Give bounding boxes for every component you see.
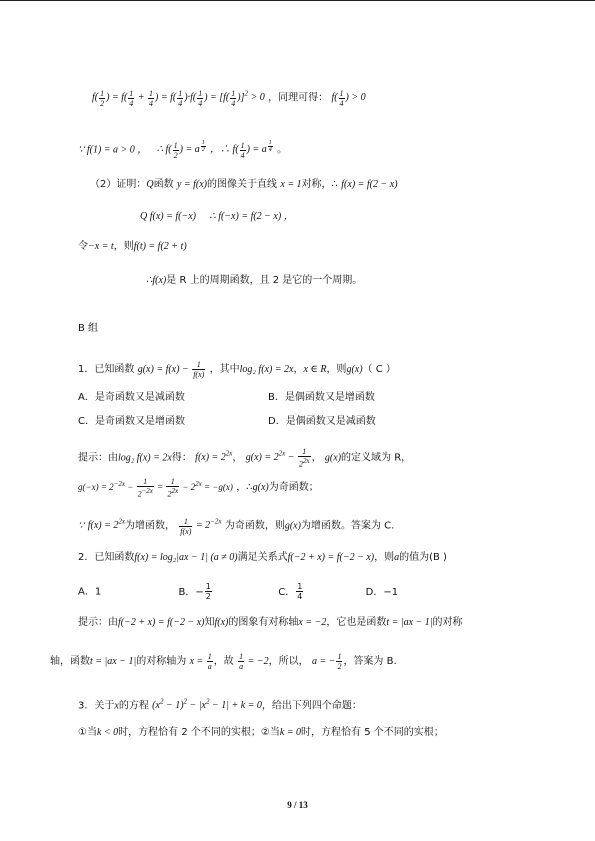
- hint-1-line-2: $g(-x) = 2^{-2x}$ − $\frac{1}{2^{-2x}}$ = $\frac{1}{2^{2x}}$ − $2^{2x} = -g(x)$ ，∴g(x)为奇函数；: [78, 477, 319, 499]
- proof-line-4: Q f(x) = f(−x) ∴ f(−x) = f(2 − x) ，: [140, 211, 294, 222]
- q1-option-c: C．是奇函数又是增函数: [78, 416, 185, 427]
- q1-option-a: A．是奇函数又是减函数: [78, 392, 185, 403]
- group-heading: B 组: [78, 323, 99, 334]
- eq-line-2: ∵ f(1) = a > 0 ， ∴ f( $\frac{1}{2}$ ) = a $^{\frac{1}{2}}$ ，∴ f( $\frac{1}{4}$ ) = a $^{\frac{1}{4}}$ 。: [78, 139, 288, 160]
- hint-2-line-2: 轴，函数t = |ax − 1|的对称轴为 x = $\frac{1}{a}$ ，故 $\frac{1}{a}$ = −2，所以， a = − $\frac{1}{2}$ ，答案为 B.: [50, 652, 397, 671]
- hint-2-line-1: 提示：由f(−2 + x) = f(−2 − x)知f(x)的图象有对称轴x = −2，它也是函数t = |ax − 1|的对称: [78, 617, 463, 628]
- q1-option-b: B．是偶函数又是增函数: [268, 392, 375, 403]
- question-3: 3．关于x的方程 $(x^2 - 1)^2 - |x^2 - 1| + k = 0$，给出下列四个命题：: [78, 698, 362, 712]
- question-1: 1．已知函数 g(x) = f(x) − $\frac{1}{f(x)}$ ，其中log₂ f(x) = 2x，x ∈ R，则g(x)（ C ）: [78, 360, 396, 379]
- proof-line-3: （2）证明：Q函数 y = f(x)的图像关于直线 x = 1对称，∴ f(x) = f(2 − x): [90, 179, 398, 190]
- page-number: 9 / 13: [287, 800, 308, 810]
- hint-1-line-1: 提示：由log₂ f(x) = 2x得： $f(x) = 2^{2x}$， $g(x) = 2^{2x}$ − $\frac{1}{2^{2x}}$ ， g(x)的定义域为 R，: [78, 447, 412, 469]
- l1-text: ，同理可得：: [268, 92, 329, 104]
- hint-1-line-3: ∵ $f(x) = 2^{2x}$为增函数， $\frac{1}{f(x)}$ = $2^{-2x}$ 为奇函数，则g(x)为增函数。答案为 C.: [78, 516, 395, 536]
- q2-options: A．1 B．− $\frac{1}{2}$ C． $\frac{1}{4}$ D．−1: [78, 582, 399, 601]
- q1-option-d: D．是偶函数又是减函数: [268, 416, 376, 427]
- proof-line-6: ∴f(x)是 R 上的周期函数，且 2 是它的一个周期。: [146, 275, 363, 286]
- question-3-statements: ①当k < 0时，方程恰有 2 个不同的实根；②当k = 0时，方程恰有 5 个不同的实根；: [78, 727, 444, 738]
- question-2: 2．已知函数f(x) = log₂|ax − 1| (a ≠ 0)满足关系式f(−2 + x) = f(−2 − x)，则a的值为(B ): [78, 552, 447, 563]
- eq-line-1: f( $\frac{1}{2}$ ) = f( $\frac{1}{4}$ + $\frac{1}{4}$ ) = f( $\frac{1}{4}$ )·f( $\frac{1}{4}$ ) = [f( $\frac{1}{4}$ )]$^2$ > 0 ，同理可得： f( $\frac{1}{4}$ ) > 0: [92, 88, 366, 108]
- header-rule: [0, 0, 595, 1]
- proof-line-5: 令−x = t，则f(t) = f(2 + t): [78, 241, 187, 252]
